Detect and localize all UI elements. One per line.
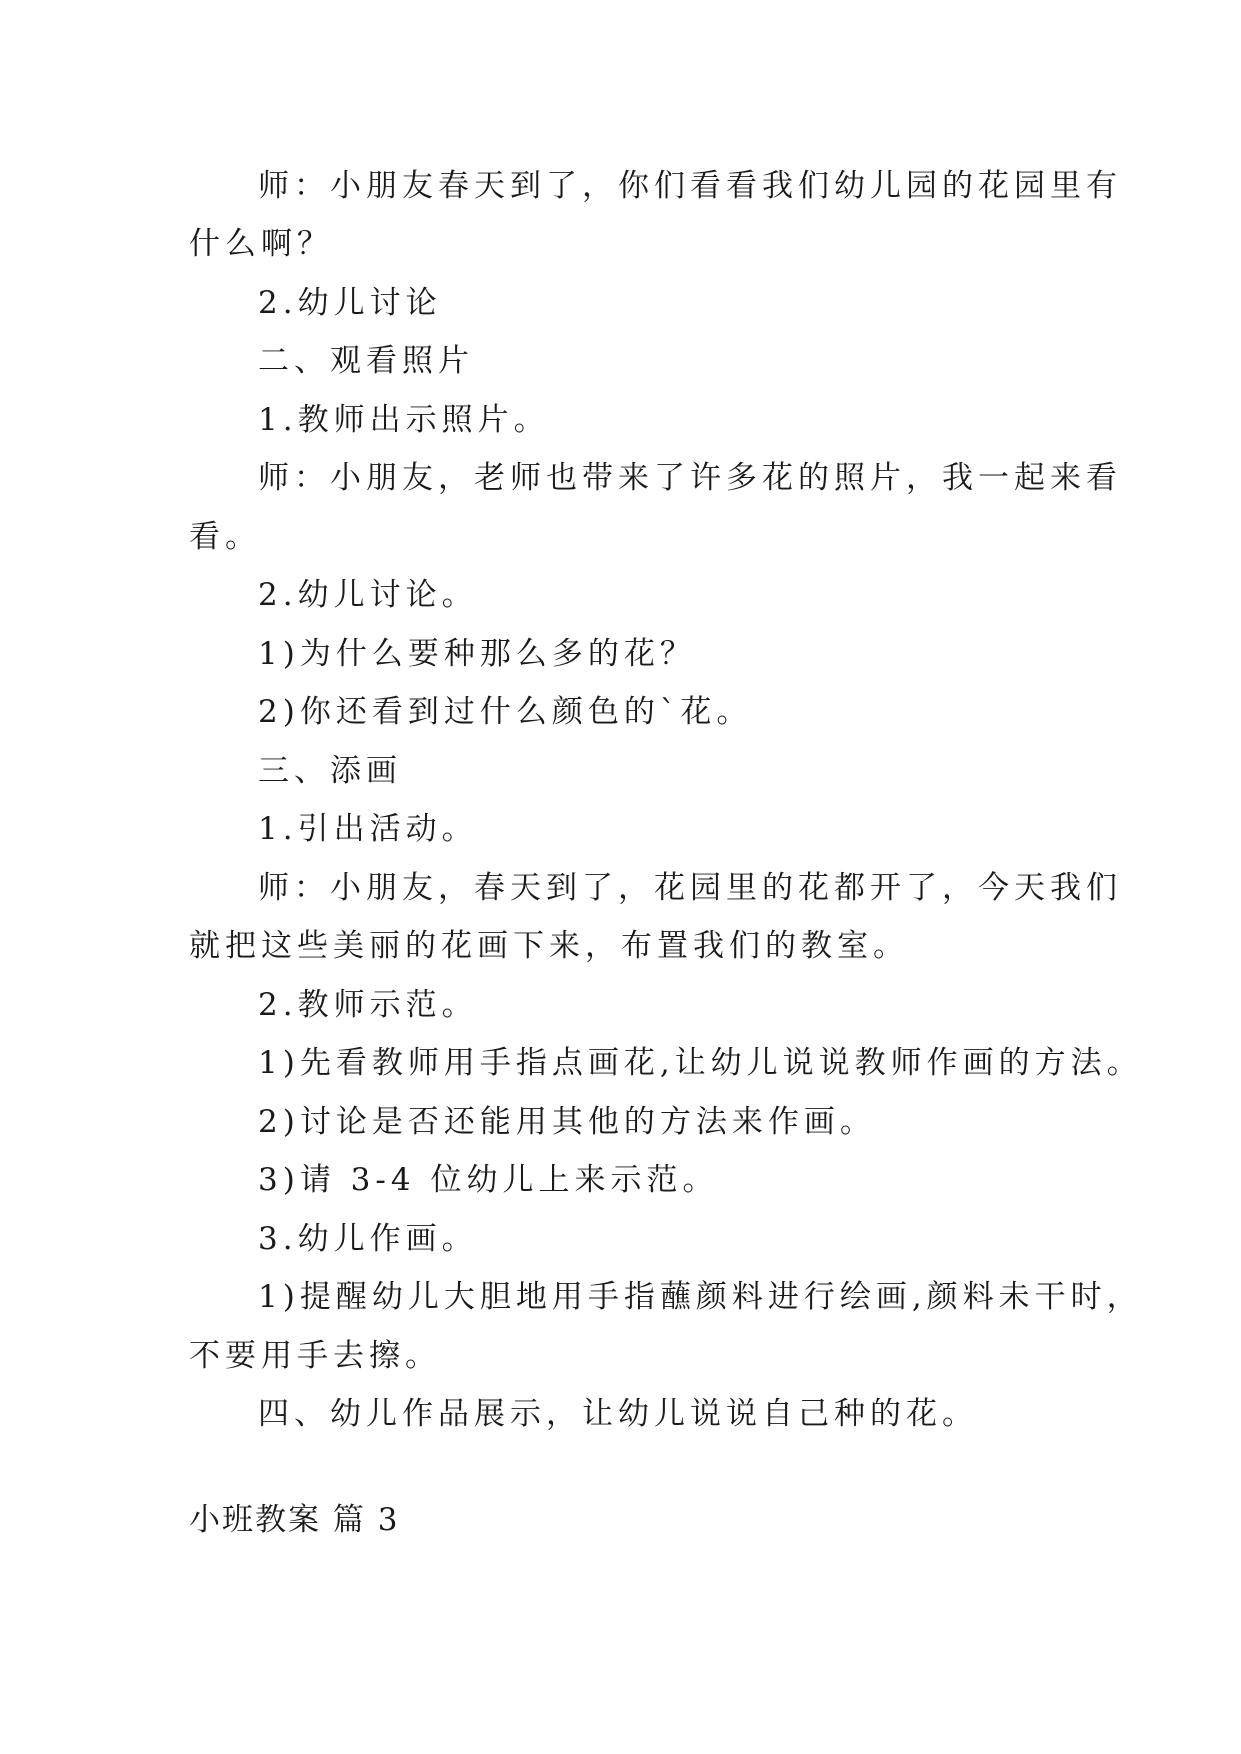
paragraph-line: 2)你还看到过什么颜色的`花。	[258, 694, 753, 730]
paragraph-line: 2)讨论是否还能用其他的方法来作画。	[258, 1104, 876, 1140]
paragraph-line: 2.幼儿讨论	[258, 285, 442, 321]
paragraph-line: 3)请 3-4 位幼儿上来示范。	[258, 1162, 719, 1198]
section-heading: 小班教案 篇 3	[189, 1502, 400, 1538]
paragraph-line: 1)为什么要种那么多的花？	[258, 636, 696, 672]
paragraph-line: 四、幼儿作品展示，让幼儿说说自己种的花。	[258, 1396, 978, 1432]
paragraph-line: 1.引出活动。	[258, 811, 478, 847]
paragraph-line: 3.幼儿作画。	[258, 1221, 478, 1257]
paragraph-line: 2.教师示范。	[258, 987, 478, 1023]
paragraph-line: 1)先看教师用手指点画花,让幼儿说说教师作画的方法。	[258, 1045, 1143, 1081]
paragraph-line: 二、观看照片	[258, 343, 474, 379]
paragraph-line: 三、添画	[258, 753, 402, 789]
paragraph-line: 师：小朋友，老师也带来了许多花的照片，我一起来看	[258, 460, 1122, 496]
paragraph-line: 2.幼儿讨论。	[258, 577, 478, 613]
paragraph-line: 师：小朋友，春天到了，花园里的花都开了，今天我们	[258, 870, 1122, 906]
paragraph-line: 什么啊？	[189, 226, 333, 262]
paragraph-line: 1.教师出示照片。	[258, 402, 550, 438]
paragraph-line: 不要用手去擦。	[189, 1338, 441, 1374]
paragraph-line: 师：小朋友春天到了，你们看看我们幼儿园的花园里有	[258, 168, 1122, 204]
paragraph-line: 1)提醒幼儿大胆地用手指蘸颜料进行绘画,颜料未干时，	[258, 1279, 1143, 1315]
paragraph-line: 就把这些美丽的花画下来，布置我们的教室。	[189, 928, 909, 964]
paragraph-line: 看。	[189, 519, 261, 555]
